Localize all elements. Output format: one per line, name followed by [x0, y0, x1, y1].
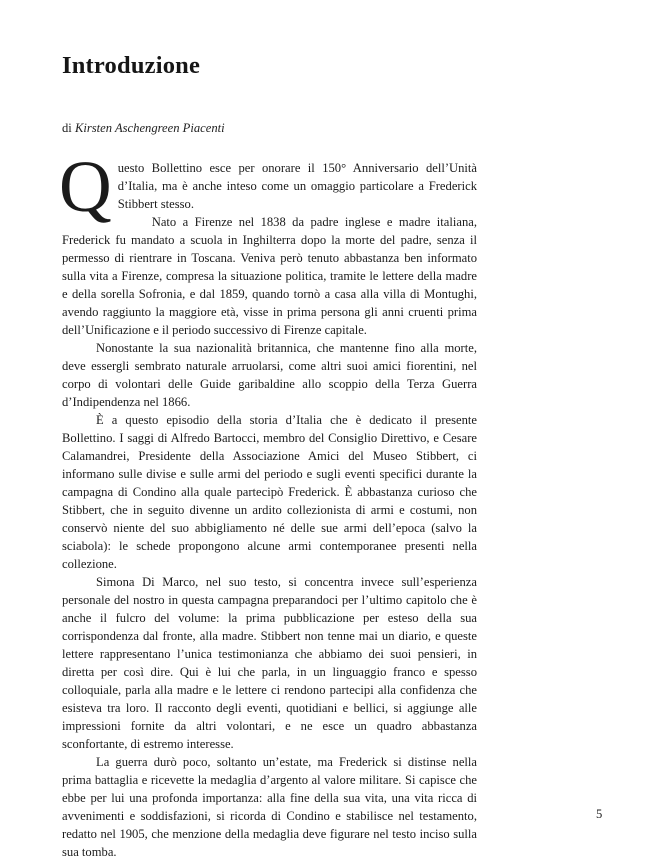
paragraph-6: La guerra durò poco, soltanto un’estate, ma Frederick si distinse nella prima battaglia e ricevette la medaglia d’argento al valore militare. Si capisce che ebbe per lui una profonda importanza: alla fine della sua vita, una vita ricca di avvenimenti e soddisfazioni, si ricorda di Condino e stabilisce nel testamento, redatto nel 1905, che menzione della medaglia deve figurare nel testo inciso sulla sua tomba. — [62, 755, 477, 859]
paragraph-4: È a questo episodio della storia d’Italia che è dedicato il presente Bollettino. I saggi di Alfredo Bartocci, membro del Consiglio Direttivo, e Cesare Calamandrei, Presidente della Associazione Amici del Museo Stibbert, ci informano sulle divise e sulle armi del periodo e sugli eventi specifici durante la campagna di Condino alla quale partecipò Frederick. È abbastanza curioso che Stibbert, che in seguito divenne un ardito collezionista di armi e costumi, non conservò niente del suo abbigliamento né delle sue armi dell’epoca (salvo la sciabola): le schede propongono alcune armi contemporanee presenti nella collezione. — [62, 413, 477, 571]
article-body — [59, 146, 477, 861]
drop-cap: Q — [59, 146, 112, 227]
page-number: 5 — [596, 807, 603, 821]
byline — [62, 121, 225, 136]
byline-prefix: di — [62, 121, 72, 135]
page-title: Introduzione — [62, 52, 201, 79]
author-name: Kirsten Aschengreen Piacenti — [74, 121, 225, 135]
paragraph-1 — [59, 146, 477, 227]
paragraph-1-text: uesto Bollettino esce per onorare il 150° Anniversario dell’Unità d’Italia, ma è anche inteso come un omaggio particolare a Frederick Stibbert stesso. — [117, 161, 477, 211]
paragraph-3: Nonostante la sua nazionalità britannica, che mantenne fino alla morte, deve essergli sembrato naturale arruolarsi, come altri suoi amici fiorentini, nel corpo di volontari delle Guide garibaldine allo scoppio della Terza Guerra d’Indipendenza nel 1866. — [62, 341, 477, 409]
paragraph-2: Nato a Firenze nel 1838 da padre inglese e madre italiana, Frederick fu mandato a scuola in Inghilterra dopo la morte del padre, senza il permesso di rientrare in Toscana. Veniva però tenuto abbastanza ben informato sulla vita a Firenze, compresa la situazione politica, tramite le lettere della madre e della sorella Sofronia, e dal 1859, quando tornò a casa alla villa di Montughi, avendo raggiunto la maggiore età, visse in prima persona gli anni cruenti prima dell’Unificazione e il periodo successivo di Firenze capitale. — [62, 215, 477, 337]
paragraph-5: Simona Di Marco, nel suo testo, si concentra invece sull’esperienza personale del nostro in questa campagna preparandoci per l’ultimo capitolo che è anche il fulcro del volume: la prima pubblicazione per esteso della sua corrispondenza dal fronte, alla madre. Stibbert non tenne mai un diario, e queste lettere rappresentano l’unica testimonianza che abbiamo dei suoi pensieri, in diretta per così dire. Qui è lui che parla, in un linguaggio franco e spesso colloquiale, parla alla madre e le lettere ci rendono partecipi alla confidenza che esisteva tra loro. Il racconto degli eventi, quotidiani e bellici, si aggiunge alle impressioni fornite da altri volontari, e ne esce un quadro abbastanza sconfortante, di estremo interesse. — [62, 575, 477, 751]
